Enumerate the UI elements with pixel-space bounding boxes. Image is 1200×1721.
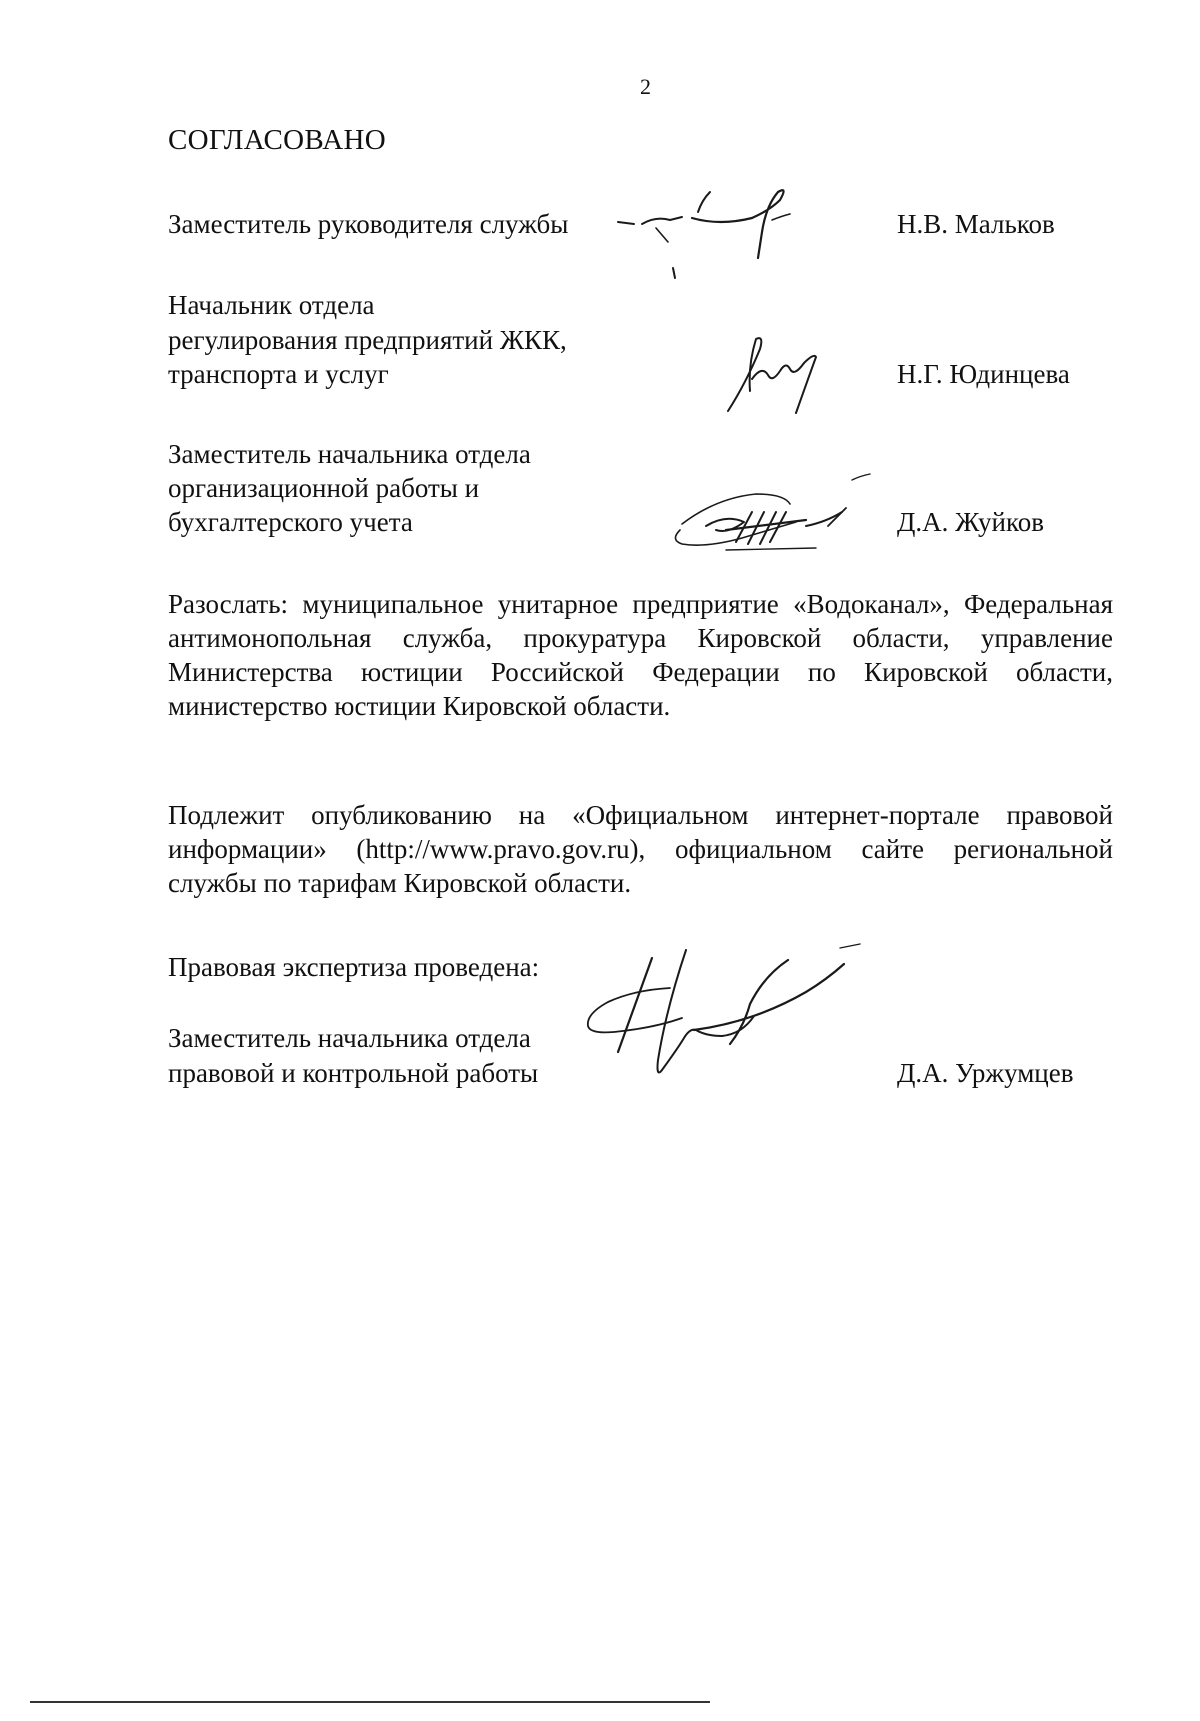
signatory-2-position-line-1: Начальник отдела <box>168 290 375 320</box>
signatory-2-position-line-2: регулирования предприятий ЖКК, <box>168 325 567 355</box>
legal-review-name: Д.А. Уржумцев <box>897 1058 1074 1088</box>
signature-4-image <box>574 940 884 1100</box>
page-number: 2 <box>640 74 651 99</box>
signatory-3-position-line-2: организационной работы и <box>168 473 480 503</box>
signatory-3-position-line-3: бухгалтерского учета <box>168 507 413 537</box>
legal-review-position-line-1: Заместитель начальника отдела <box>168 1023 531 1053</box>
signatory-3-position-line-1: Заместитель начальника отдела <box>168 439 531 469</box>
bottom-rule <box>30 1701 710 1703</box>
signatory-2-name: Н.Г. Юдинцева <box>897 359 1070 389</box>
signature-1-image <box>612 180 842 290</box>
approval-heading: СОГЛАСОВАНО <box>168 124 386 156</box>
signatory-1-position: Заместитель руководителя службы <box>168 209 569 239</box>
legal-review-position-line-2: правовой и контрольной работы <box>168 1058 539 1088</box>
signature-2-image <box>724 325 834 415</box>
signature-3-image <box>666 468 896 558</box>
publication-paragraph: Подлежит опубликованию на «Официальном интернет-портале правовой информации» (http://www.pravo.gov.ru), официальном сайте региональной службы по тарифам Кировской области. <box>168 800 1113 898</box>
signatory-1-name: Н.В. Мальков <box>897 209 1055 239</box>
signatory-2-position-line-3: транспорта и услуг <box>168 359 389 389</box>
legal-review-title: Правовая экспертиза проведена: <box>168 952 540 982</box>
signatory-3-name: Д.А. Жуйков <box>897 507 1044 537</box>
distribution-paragraph: Разослать: муниципальное унитарное предприятие «Водоканал», Федеральная антимонопольная служба, прокуратура Кировской области, управление Министерства юстиции Российской Федерации по Кировской области, министерство юстиции Кировской области. <box>168 589 1113 721</box>
